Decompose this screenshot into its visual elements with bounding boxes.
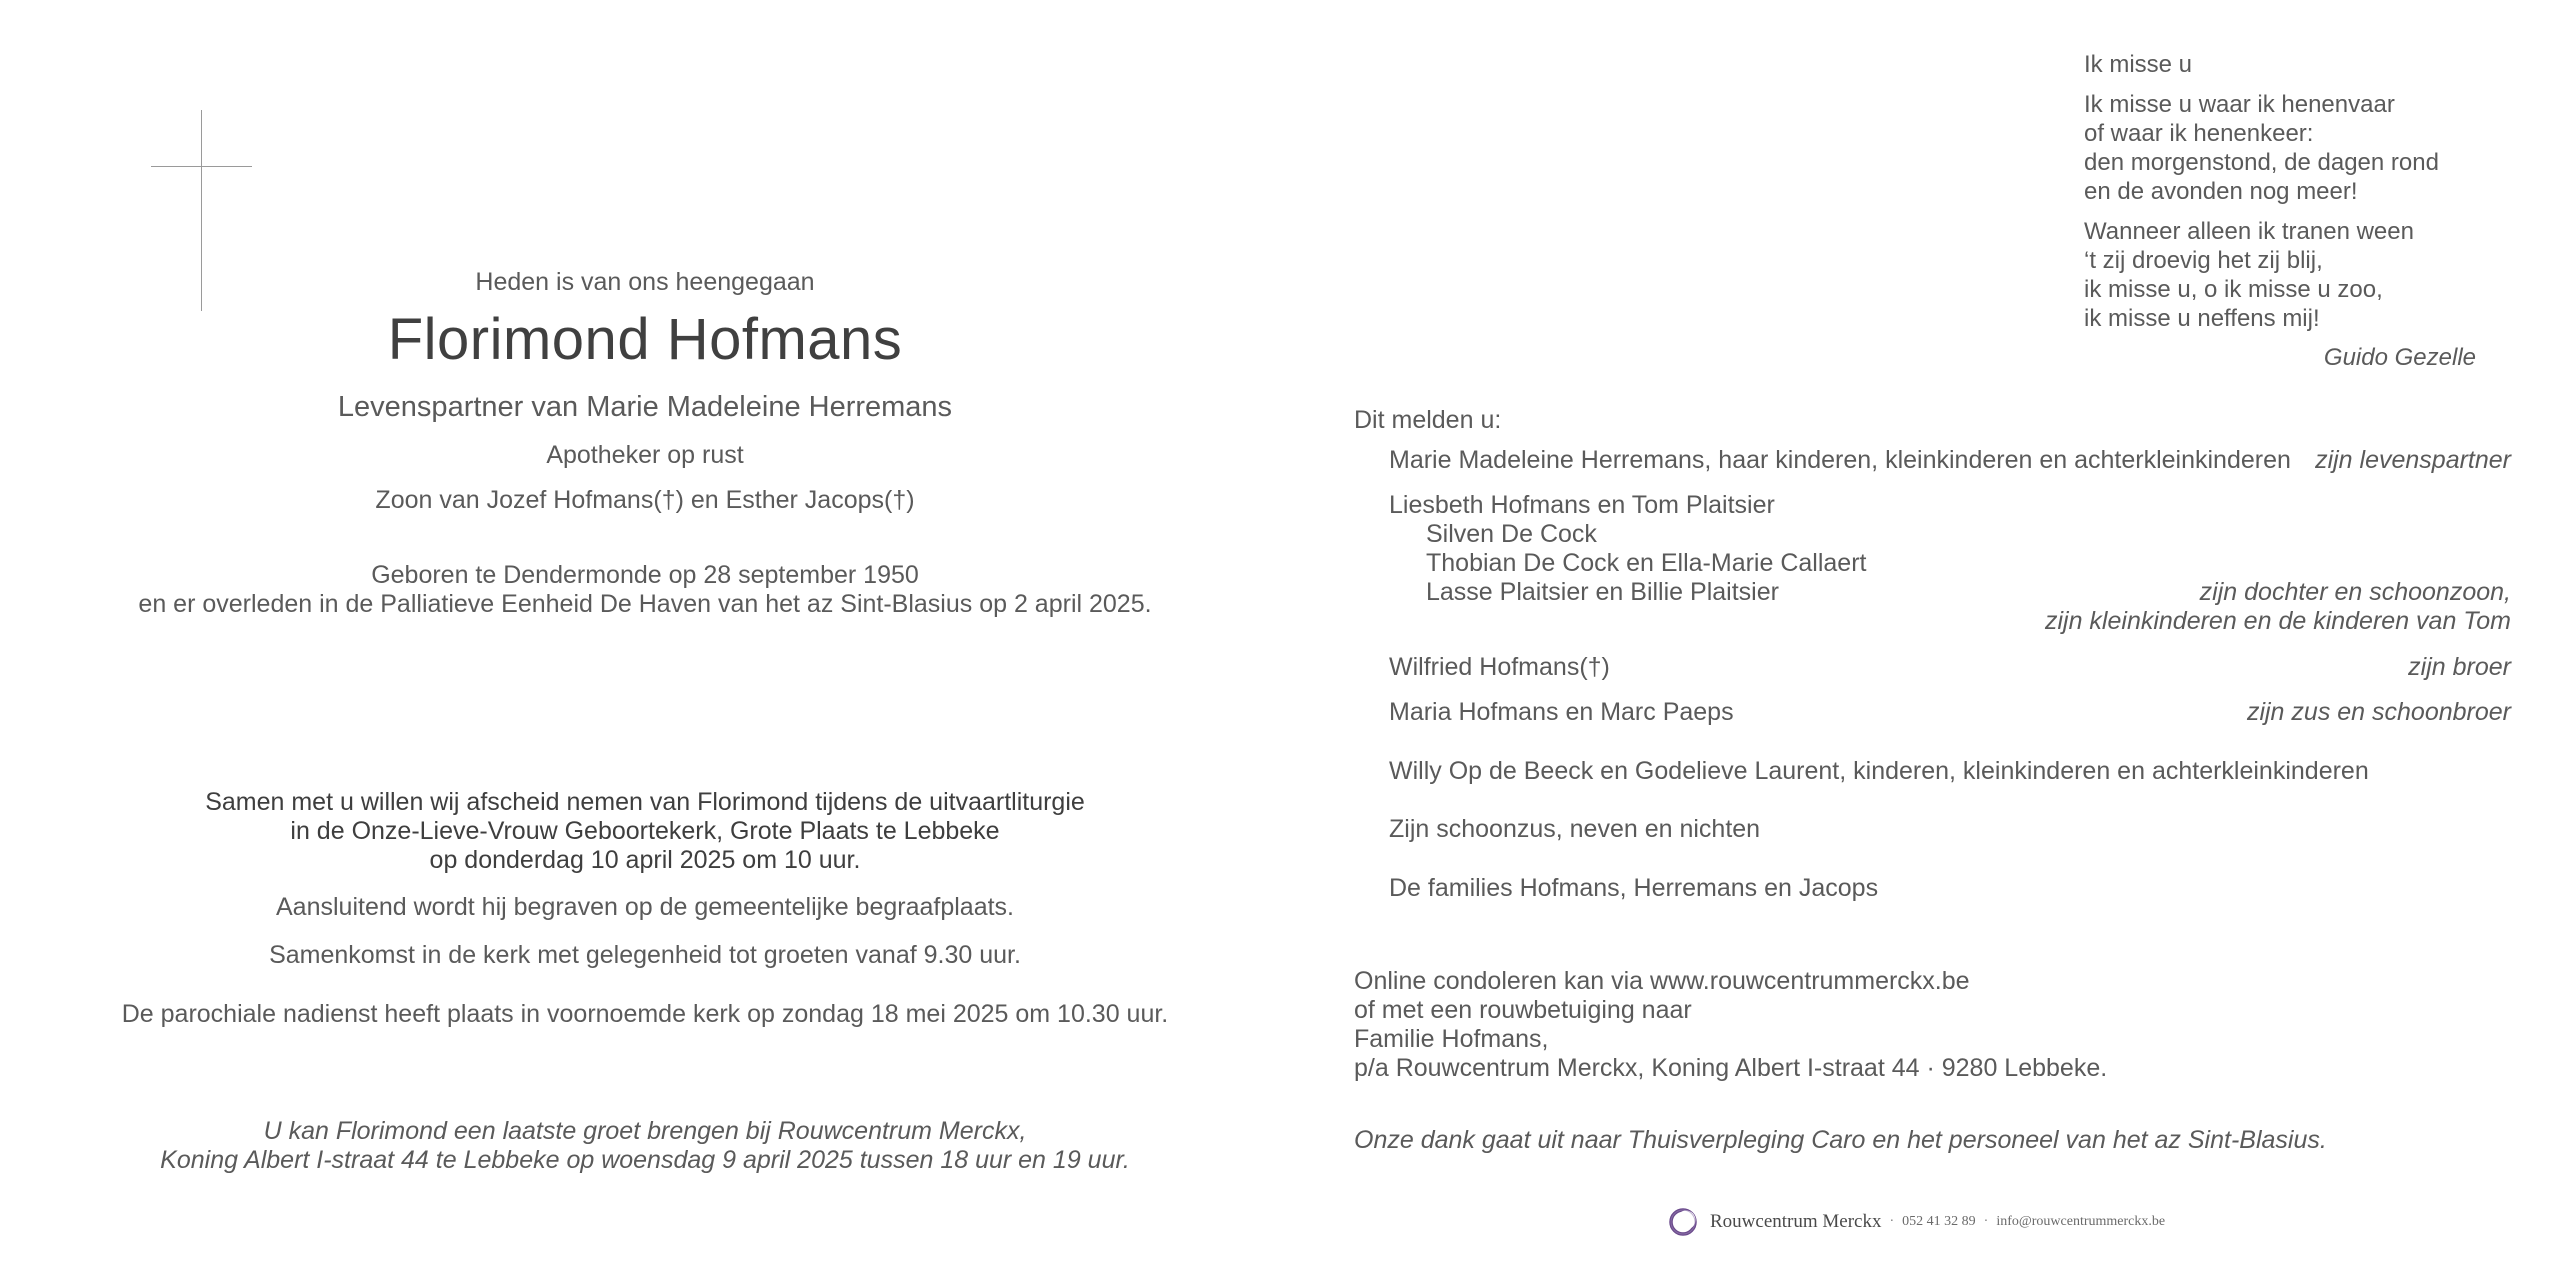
family-relation: zijn dochter en schoonzoon, bbox=[2199, 578, 2511, 606]
gathering-text: Samenkomst in de kerk met gelegenheid tot groeten vanaf 9.30 uur. bbox=[269, 941, 1021, 969]
poem bbox=[2084, 50, 2439, 344]
grandchild-name: Silven De Cock bbox=[1426, 520, 1597, 548]
family-member-name: De families Hofmans, Herremans en Jacops bbox=[1389, 874, 1879, 902]
footer-separator: · bbox=[1889, 1214, 1895, 1229]
grandchild-name: Lasse Plaitsier en Billie Plaitsier bbox=[1426, 578, 1779, 606]
family-relation: zijn zus en schoonbroer bbox=[2246, 698, 2511, 726]
poem-stanza-1 bbox=[2084, 90, 2439, 206]
family-member-name: Willy Op de Beeck en Godelieve Laurent, kinderen, kleinkinderen en achterkleinkinderen bbox=[1389, 757, 2369, 785]
cross-horizontal-line bbox=[151, 166, 252, 167]
family-member-name: Maria Hofmans en Marc Paeps bbox=[1389, 698, 1734, 726]
crescent-logo-icon bbox=[1668, 1207, 1698, 1237]
deceased-name: Florimond Hofmans bbox=[387, 307, 903, 372]
family-relation: zijn kleinkinderen en de kinderen van Tom bbox=[2044, 607, 2511, 635]
family-member-name: Wilfried Hofmans(†) bbox=[1389, 653, 1610, 681]
poem-stanza-2 bbox=[2084, 217, 2439, 333]
footer-email: info@rouwcentrummerckx.be bbox=[1996, 1214, 2166, 1229]
family-member-name: Liesbeth Hofmans en Tom Plaitsier bbox=[1389, 491, 1775, 519]
footer-phone: 052 41 32 89 bbox=[1902, 1214, 1976, 1229]
family-relation: zijn broer bbox=[2408, 653, 2511, 681]
thanks-text: Onze dank gaat uit naar Thuisverpleging Caro en het personeel van het az Sint-Blasius. bbox=[1354, 1126, 2327, 1154]
condolence-line: p/a Rouwcentrum Merckx, Koning Albert I-straat 44 · 9280 Lebbeke. bbox=[1354, 1054, 2108, 1082]
farewell-line: U kan Florimond een laatste groet brengen bij Rouwcentrum Merckx, bbox=[263, 1117, 1027, 1145]
service-line: in de Onze-Lieve-Vrouw Geboortekerk, Grote Plaats te Lebbeke bbox=[290, 817, 1000, 845]
burial-text: Aansluitend wordt hij begraven op de gemeentelijke begraafplaats. bbox=[276, 893, 1014, 921]
parents-text: Zoon van Jozef Hofmans(†) en Esther Jacops(†) bbox=[375, 486, 915, 514]
partner-text: Levenspartner van Marie Madeleine Herremans bbox=[337, 391, 953, 423]
died-text: en er overleden in de Palliatieve Eenheid De Haven van het az Sint-Blasius op 2 april 2025. bbox=[138, 590, 1152, 618]
condolence-line: of met een rouwbetuiging naar bbox=[1354, 996, 1692, 1024]
poem-line: Ik misse u waar ik henenvaar bbox=[2084, 91, 2395, 118]
poem-line: Wanneer alleen ik tranen ween bbox=[2084, 218, 2414, 245]
occupation-text: Apotheker op rust bbox=[546, 441, 744, 469]
poem-line: ‘t zij droevig het zij blij, bbox=[2084, 247, 2323, 274]
family-relation: zijn levenspartner bbox=[2315, 446, 2511, 474]
poem-title: Ik misse u bbox=[2084, 51, 2193, 78]
born-text: Geboren te Dendermonde op 28 september 1950 bbox=[371, 561, 919, 589]
service-line: Samen met u willen wij afscheid nemen van Florimond tijdens de uitvaartliturgie bbox=[205, 788, 1085, 816]
poem-line: ik misse u neffens mij! bbox=[2084, 305, 2320, 332]
service-line: op donderdag 10 april 2025 om 10 uur. bbox=[429, 846, 861, 874]
intro-text: Heden is van ons heengegaan bbox=[475, 268, 815, 296]
memorial-text: De parochiale nadienst heeft plaats in voornoemde kerk op zondag 18 mei 2025 om 10.30 uur. bbox=[121, 1000, 1169, 1028]
condolence-line: Online condoleren kan via www.rouwcentrummerckx.be bbox=[1354, 967, 1970, 995]
footer-separator: · bbox=[1983, 1214, 1989, 1229]
grandchild-name: Thobian De Cock en Ella-Marie Callaert bbox=[1426, 549, 1867, 577]
poem-line: den morgenstond, de dagen rond bbox=[2084, 149, 2439, 176]
family-intro: Dit melden u: bbox=[1354, 406, 1502, 434]
footer bbox=[1668, 1205, 2165, 1239]
family-member-name: Marie Madeleine Herremans, haar kinderen, kleinkinderen en achterkleinkinderen bbox=[1389, 446, 2291, 474]
poem-author: Guido Gezelle bbox=[2323, 344, 2476, 371]
family-member-name: Zijn schoonzus, neven en nichten bbox=[1389, 815, 1761, 843]
farewell-line: Koning Albert I-straat 44 te Lebbeke op woensdag 9 april 2025 tussen 18 uur en 19 uur. bbox=[160, 1146, 1130, 1174]
poem-line: en de avonden nog meer! bbox=[2084, 178, 2358, 205]
brand-name: Rouwcentrum Merckx bbox=[1710, 1211, 1882, 1232]
condolence-line: Familie Hofmans, bbox=[1354, 1025, 1549, 1053]
poem-line: ik misse u, o ik misse u zoo, bbox=[2084, 276, 2383, 303]
poem-line: of waar ik henenkeer: bbox=[2084, 120, 2314, 147]
